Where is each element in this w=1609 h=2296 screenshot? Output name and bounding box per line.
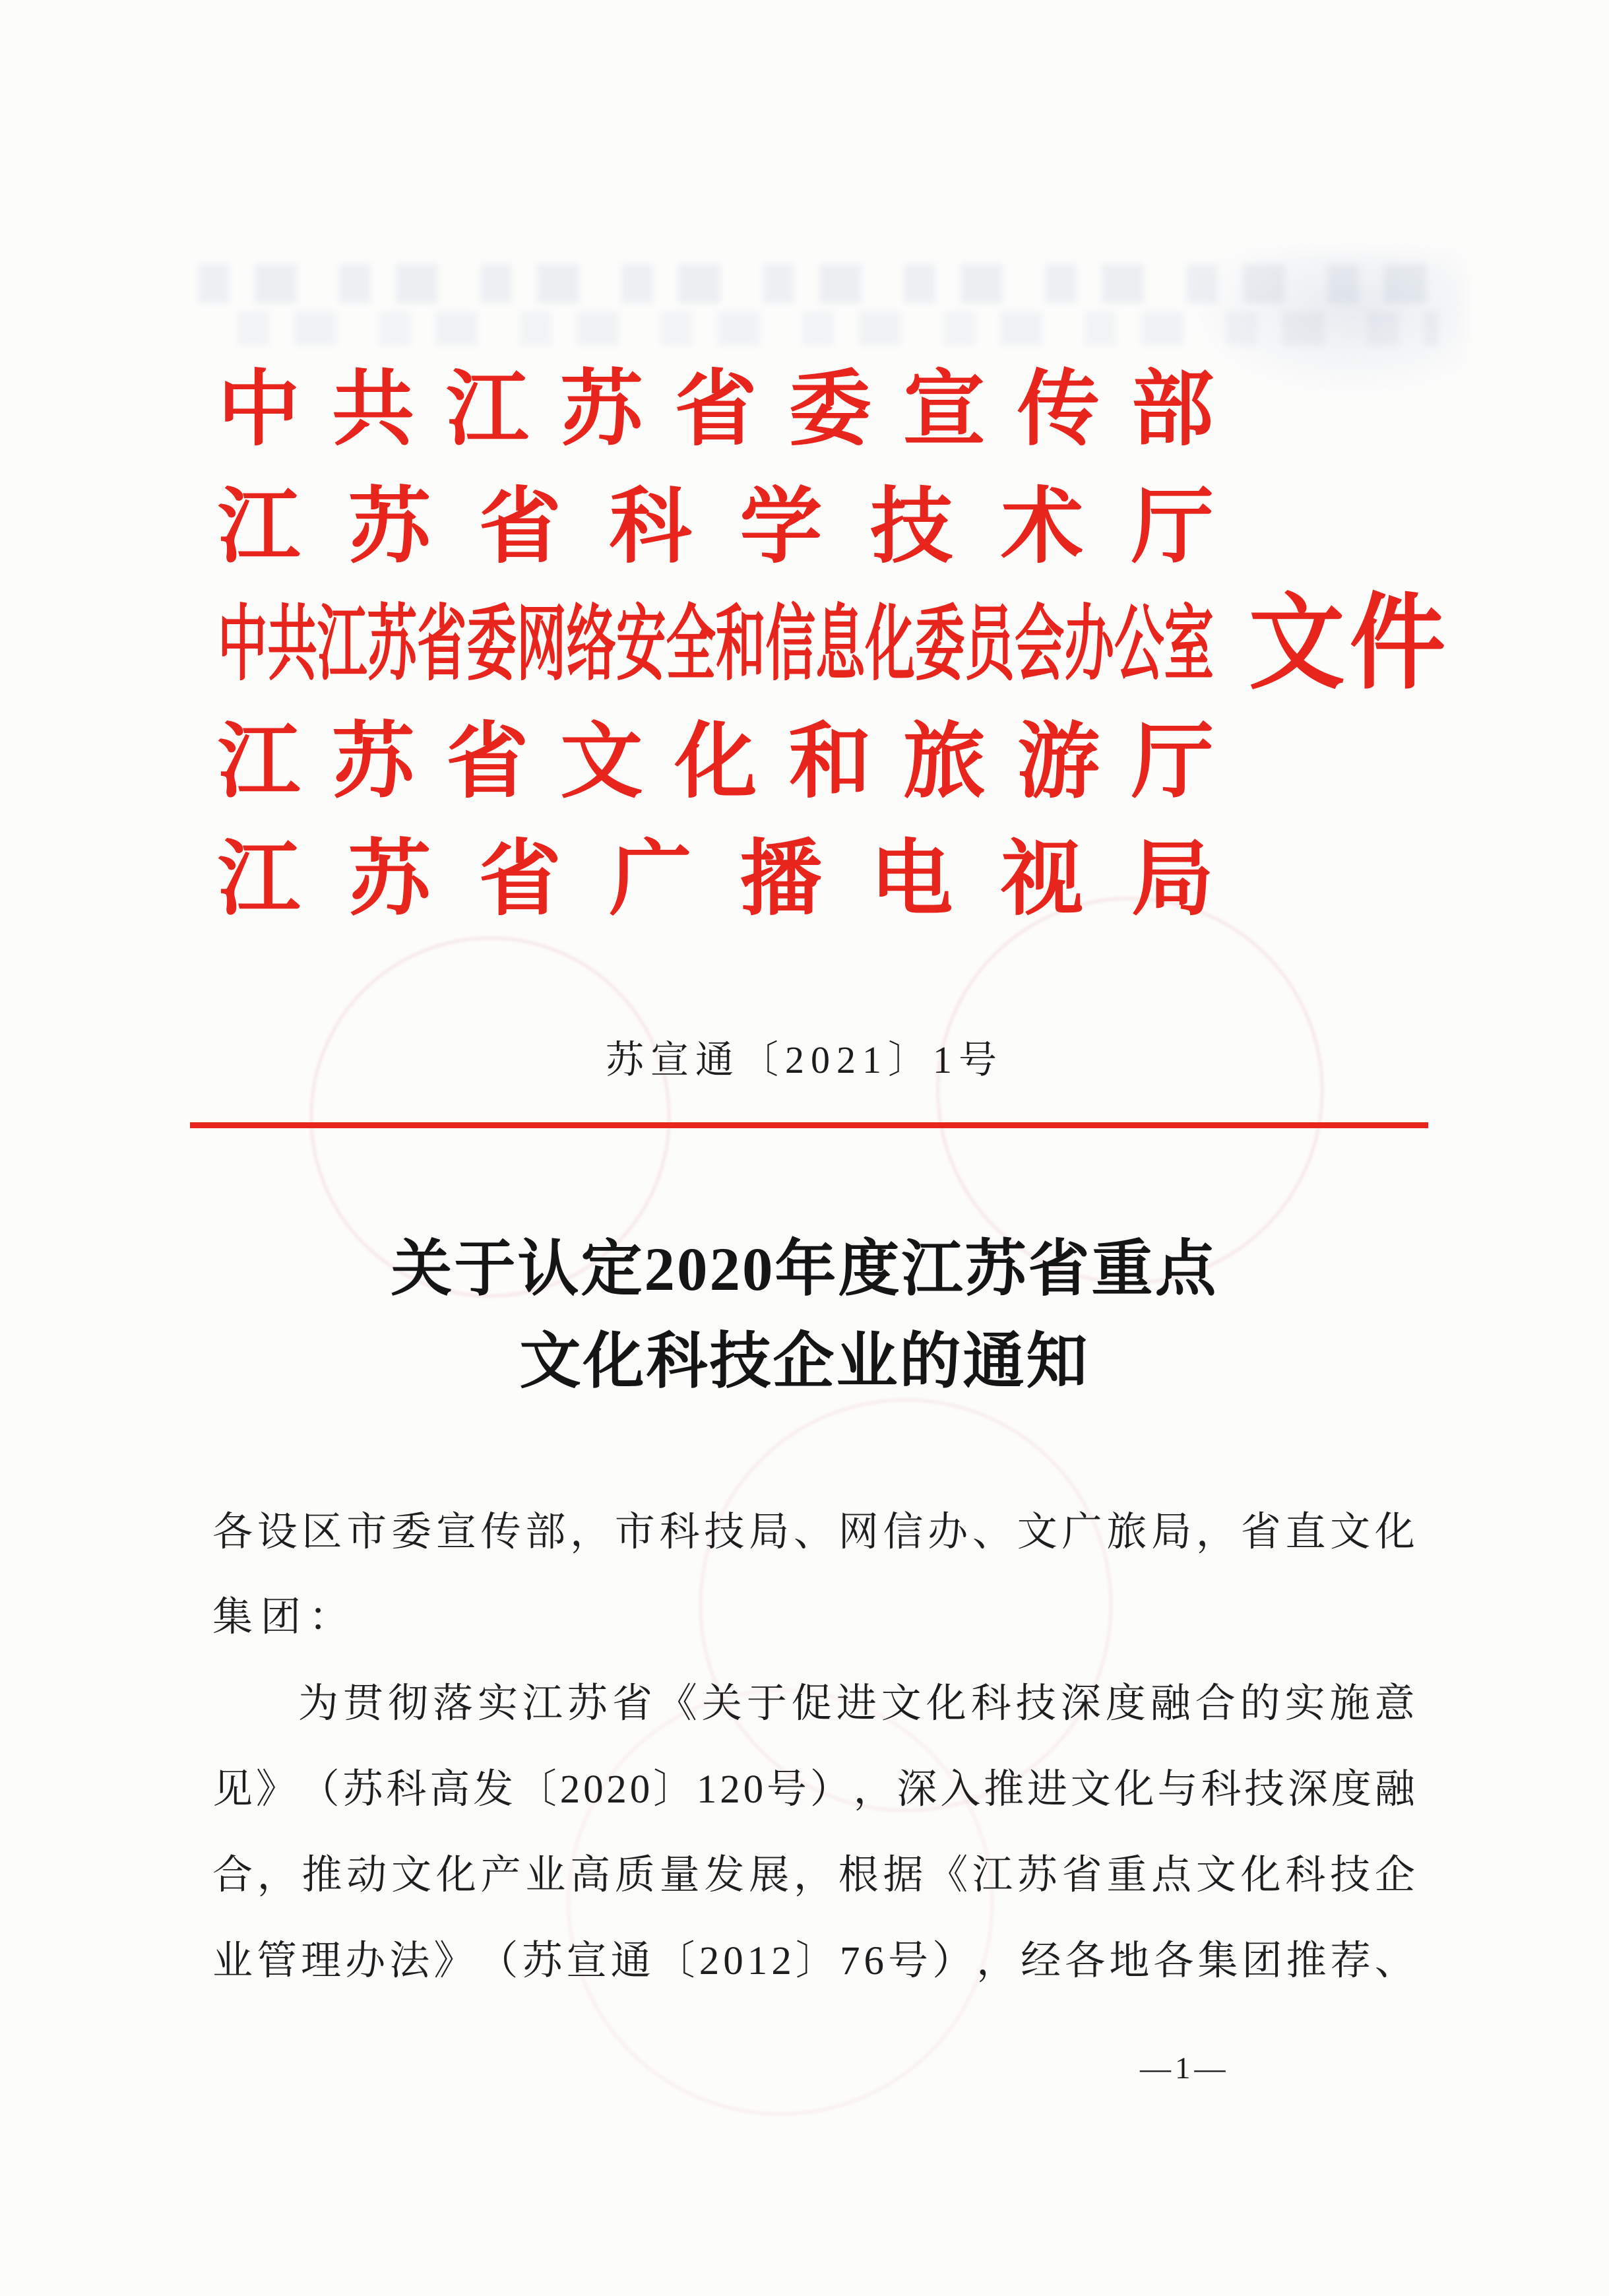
header-wenjian-label: 文件 — [1249, 587, 1451, 702]
doc-number: 苏宣通〔2021〕1号 — [605, 1038, 1003, 1081]
body-line-paragraph-1: 为 贯 彻 落 实 江 苏 省 《 关 于 促 进 文 化 科 技 深 度 融 合 的 实 施 意 — [298, 1681, 1415, 1726]
seal-watermark-lower — [567, 1689, 994, 2115]
page-number: —1— — [1140, 2051, 1230, 2086]
title-line-1: 关于认定2020年度江苏省重点 — [391, 1236, 1218, 1304]
header-line-cyberspace-office: 中 共 江 苏 省 委 网 络 安 全 和 信 息 化 委 员 会 办 公 室 — [218, 599, 1214, 691]
body-line-paragraph-3: 合 ， 推 动 文 化 产 业 高 质 量 发 展 ， 根 据 《 江 苏 省 重 点 文 化 科 技 企 — [212, 1853, 1415, 1897]
header-line-science-tech-dept: 江 苏 省 科 学 技 术 厅 — [218, 482, 1214, 573]
red-divider-line — [190, 1122, 1428, 1128]
header-line-radio-tv-bureau: 江 苏 省 广 播 电 视 局 — [218, 834, 1214, 926]
scan-smudge — [1187, 251, 1465, 396]
body-line-recipients-1: 各 设 区 市 委 宣 传 部 ， 市 科 技 局 、 网 信 办 、 文 广 旅 局 ， 省 直 文 化 — [212, 1510, 1415, 1554]
header-line-propaganda-dept: 中 共 江 苏 省 委 宣 传 部 — [218, 364, 1214, 456]
seal-watermark-right — [937, 897, 1323, 1284]
header-line-culture-tourism-dept: 江 苏 省 文 化 和 旅 游 厅 — [218, 717, 1214, 808]
title-line-2: 文化科技企业的通知 — [519, 1328, 1090, 1396]
body-line-recipients-2: 集团： — [212, 1595, 358, 1640]
body-line-paragraph-2: 见 》 （ 苏 科 高 发 〔 2 0 2 0 〕 1 2 0 号 ） ， 深 入 推 进 文 化 与 科 技 深 度 融 — [212, 1767, 1415, 1812]
body-line-paragraph-4: 业 管 理 办 法 》 （ 苏 宣 通 〔 2 0 1 2 〕 7 6 号 ） ， 经 各 地 各 集 团 推 荐 、 — [212, 1938, 1415, 1983]
